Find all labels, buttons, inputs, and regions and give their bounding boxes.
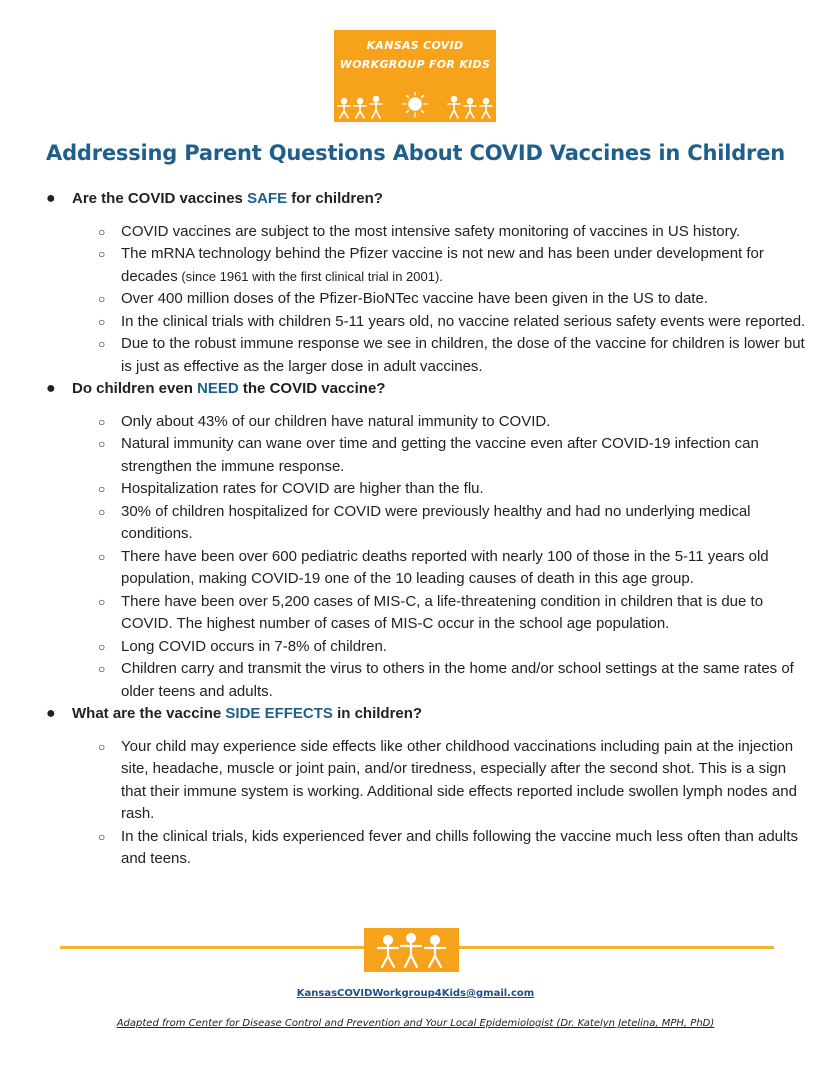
footer-logo [364, 928, 459, 972]
question-need [44, 378, 814, 401]
circle-bullet-icon: ○ [98, 292, 106, 306]
children-icon [364, 928, 459, 972]
list-item: ○ Due to the robust immune response we see in children, the dose of the vaccine for children is lower but is just as effective as the larger dose in adult vaccines. [98, 335, 805, 375]
bullet-icon: ● [46, 380, 56, 397]
circle-bullet-icon: ○ [98, 662, 106, 676]
main-content [44, 188, 814, 871]
side-effects-list [44, 736, 814, 871]
circle-bullet-icon: ○ [98, 482, 106, 496]
circle-bullet-icon: ○ [98, 594, 106, 609]
question-highlight: NEED [197, 380, 239, 397]
circle-bullet-icon: ○ [98, 639, 106, 654]
list-item: ○ Only about 43% of our children have natural immunity to COVID. [44, 411, 814, 434]
logo-line-1: KANSAS COVID [366, 39, 464, 52]
list-item: ○ Children carry and transmit the virus to others in the home and/or school settings at the same rates of older teens and adults. [98, 660, 794, 700]
list-item: ○ Hospitalization rates for COVID are higher than the flu. [44, 478, 814, 501]
question-text: the COVID vaccine? [238, 380, 386, 397]
question-text: Do children even [72, 380, 198, 397]
circle-bullet-icon: ○ [98, 337, 106, 351]
circle-bullet-icon: ○ [98, 247, 106, 261]
footer-divider-right [459, 946, 774, 949]
list-item: ○ The mRNA technology behind the Pfizer vaccine is not new and has been under development for decades (since 1961 with the first clinical trial in 2001). [98, 245, 764, 285]
list-item: ○ There have been over 600 pediatric deaths reported with nearly 100 of those in the 5-11 years old population, making COVID-19 one of the 10 leading causes of death in this age group. [98, 547, 769, 587]
need-list [44, 411, 814, 704]
logo-line-2: WORKGROUP FOR KIDS [339, 58, 491, 71]
list-item: ○ COVID vaccines are subject to the most intensive safety monitoring of vaccines in US history. [44, 221, 814, 244]
list-item: ○ Over 400 million doses of the Pfizer-BioNTec vaccine have been given in the US to date. [44, 288, 814, 311]
bullet-icon: ● [46, 705, 56, 722]
circle-bullet-icon: ○ [98, 829, 106, 844]
list-item: ○ Your child may experience side effects like other childhood vaccinations including pain at the injection site, headache, muscle or joint pain, and/or tiredness, especially after the second shot. This is a sign that their immune system is working. Additional side effects reported include swollen lymph nodes and rash. [98, 737, 797, 822]
question-text: Are the COVID vaccines [72, 190, 248, 207]
list-item: ○ Natural immunity can wane over time and getting the vaccine even after COVID-19 infection can strengthen the immune response. [98, 435, 759, 475]
question-safe [44, 188, 814, 211]
kansas-covid-logo [334, 30, 496, 122]
contact-email-link[interactable]: KansasCOVIDWorkgroup4Kids@gmail.com [296, 988, 535, 999]
circle-bullet-icon: ○ [98, 437, 106, 451]
source-attribution: Adapted from Center for Disease Control and Prevention and Your Local Epidemiologist (Dr. Katelyn Jetelina, MPH, PhD) [116, 1018, 715, 1029]
list-item: ○ Long COVID occurs in 7-8% of children. [44, 636, 814, 659]
list-item: ○ There have been over 5,200 cases of MIS-C, a life-threatening condition in children that is due to COVID. The highest number of cases of MIS-C occur in the school age population. [98, 592, 764, 632]
list-item: ○ 30% of children hospitalized for COVID were previously healthy and had no underlying medical conditions. [98, 502, 751, 542]
circle-bullet-icon: ○ [98, 314, 106, 329]
question-side-effects [44, 703, 814, 726]
circle-bullet-icon: ○ [98, 504, 106, 519]
circle-bullet-icon: ○ [98, 739, 106, 754]
list-item-note: (since 1961 with the first clinical trial in 2001). [177, 268, 443, 284]
question-text: for children? [287, 190, 383, 207]
question-highlight: SAFE [247, 190, 288, 207]
safe-list [44, 221, 814, 379]
question-text: in children? [332, 705, 423, 722]
list-item: ○ In the clinical trials, kids experienced fever and chills following the vaccine much less often than adults and teens. [98, 827, 799, 867]
bullet-icon: ● [46, 190, 56, 207]
circle-bullet-icon: ○ [98, 224, 106, 239]
footer-divider-left [60, 946, 364, 949]
question-text: What are the vaccine [72, 705, 226, 722]
circle-bullet-icon: ○ [98, 414, 106, 429]
question-highlight: SIDE EFFECTS [225, 705, 333, 722]
circle-bullet-icon: ○ [98, 549, 106, 564]
children-sun-icon [334, 92, 496, 120]
page-title: Addressing Parent Questions About COVID Vaccines in Children [46, 141, 785, 165]
list-item: ○ In the clinical trials with children 5-11 years old, no vaccine related serious safety events were reported. [44, 311, 814, 334]
